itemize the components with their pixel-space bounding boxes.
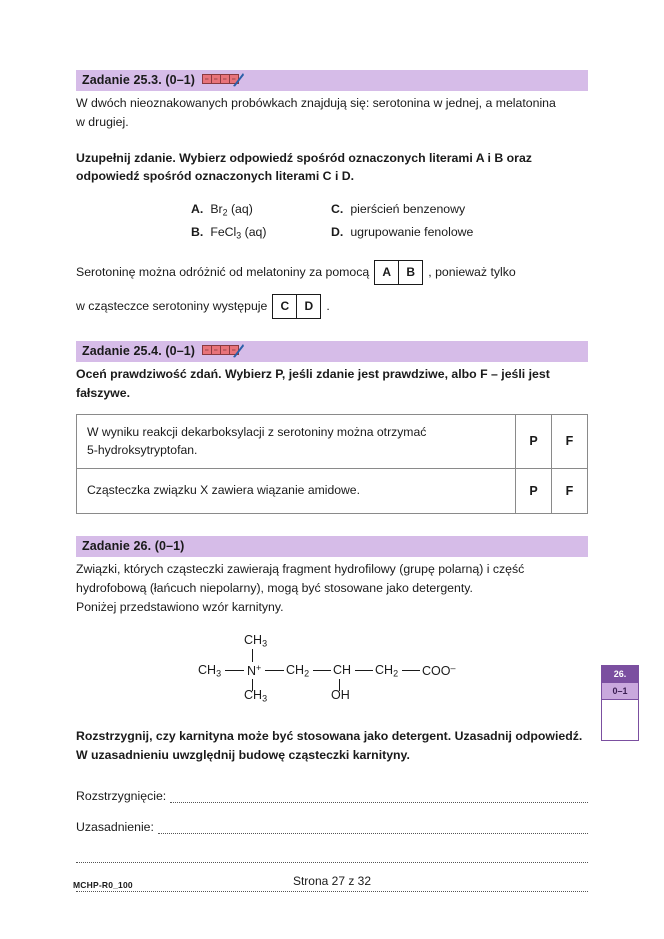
option-b-letter: B. bbox=[191, 224, 204, 239]
true-false-table bbox=[76, 414, 588, 514]
justification-answer-line-2[interactable] bbox=[76, 851, 588, 863]
task-26-instruction bbox=[76, 727, 588, 764]
choice-option-c[interactable]: C bbox=[273, 295, 297, 318]
page-content bbox=[76, 70, 588, 892]
task-25-4-instruction-line1: Oceń prawdziwość zdań. Wybierz P, jeśli zdanie jest prawdziwe, albo F – jeśli jest bbox=[76, 367, 550, 382]
score-box-26 bbox=[601, 665, 639, 741]
structure-ch2-a: $CH_2$ bbox=[286, 663, 310, 679]
task-header-25-4-label: Zadanie 25.4. (0–1) bbox=[82, 344, 196, 359]
fill-sentence-line2 bbox=[76, 294, 588, 319]
choice-option-b[interactable]: B bbox=[406, 265, 416, 280]
table-row bbox=[77, 414, 588, 468]
task-header-25-3-label: Zadanie 25.3. (0–1) bbox=[82, 73, 196, 87]
structure-nitrogen: N+ bbox=[247, 663, 262, 679]
choice-box-cd[interactable] bbox=[272, 294, 321, 319]
answer-row-blank-1 bbox=[76, 851, 588, 863]
bond-n-ch2a bbox=[265, 670, 284, 671]
structure-ch: CH bbox=[333, 663, 352, 678]
carnitine-structure bbox=[198, 633, 466, 704]
task-25-4-instruction bbox=[76, 365, 588, 402]
statement-cell-1 bbox=[77, 414, 516, 468]
justification-answer-line-1[interactable] bbox=[158, 822, 588, 834]
option-a-letter: A. bbox=[191, 202, 204, 217]
option-b-text: FeCl$_3$ (aq) bbox=[210, 224, 267, 241]
task-26-intro-line2: hydrofobową (łańcuch niepolarny), mogą być stosowane jako detergenty. bbox=[76, 580, 473, 595]
task-25-3-instruction-line2: odpowiedź spośród oznaczonych literami C i D. bbox=[76, 169, 355, 184]
fill-sentence-line1 bbox=[76, 260, 588, 285]
task-header-26-label: Zadanie 26. (0–1) bbox=[82, 538, 185, 553]
choice-option-d[interactable]: D bbox=[304, 299, 314, 314]
bond-ch2a-ch bbox=[313, 670, 331, 671]
option-d-text: ugrupowanie fenolowe bbox=[350, 224, 474, 239]
answer-options-grid bbox=[191, 202, 588, 240]
footer-document-code: MCHP-R0_100 bbox=[73, 880, 133, 890]
option-b[interactable] bbox=[191, 225, 331, 240]
task-25-3-intro-line1: W dwóch nieoznakowanych probówkach znajdują się: serotonina w jednej, a melatonina bbox=[76, 96, 556, 111]
statement-2-line1: Cząsteczka związku X zawiera wiązanie amidowe. bbox=[87, 483, 360, 498]
table-row bbox=[77, 469, 588, 514]
option-c-text: pierścień benzenowy bbox=[350, 202, 466, 217]
structure-ch2-b: $CH_2$ bbox=[375, 663, 399, 679]
structure-ch3-bottom: $CH_3$ bbox=[244, 688, 268, 704]
task-header-25-4 bbox=[76, 341, 588, 362]
task-25-3-intro-line2: w drugiej. bbox=[76, 115, 129, 130]
task-25-3-instruction bbox=[76, 149, 588, 186]
statement-1-line1: W wyniku reakcji dekarboksylacji z serotoniny można otrzymać bbox=[87, 424, 427, 439]
fill-sentence-part2: , ponieważ tylko bbox=[428, 265, 516, 280]
score-box-points-range: 0–1 bbox=[602, 683, 638, 700]
task-25-3-instruction-line1: Uzupełnij zdanie. Wybierz odpowiedź spośród oznaczonych literami A i B oraz bbox=[76, 150, 532, 165]
structure-ch3-top: $CH_3$ bbox=[244, 633, 268, 649]
answer-row-justification bbox=[76, 820, 588, 834]
fill-sentence-part4: . bbox=[326, 299, 330, 314]
task-25-3-intro bbox=[76, 94, 588, 131]
task-26-intro-line3: Poniżej przedstawiono wzór karnityny. bbox=[76, 599, 284, 614]
task-header-26 bbox=[76, 536, 588, 557]
decision-label: Rozstrzygnięcie: bbox=[76, 788, 167, 803]
fill-sentence-part3: w cząsteczce serotoniny występuje bbox=[76, 299, 268, 314]
option-c-letter: C. bbox=[331, 202, 344, 217]
carnitine-structure-diagram bbox=[76, 633, 588, 704]
option-a-text: $Br_2$ (aq) bbox=[210, 202, 253, 218]
footer-page-number: Strona 27 z 32 bbox=[292, 874, 372, 888]
true-cell-2[interactable]: P bbox=[516, 469, 552, 514]
score-box-task-number: 26. bbox=[602, 666, 638, 683]
bond-ch3-n bbox=[225, 670, 244, 671]
true-cell-1[interactable]: P bbox=[516, 414, 552, 468]
justification-label: Uzasadnienie: bbox=[76, 819, 154, 834]
fill-sentence-part1: Serotoninę można odróżnić od melatoniny za pomocą bbox=[76, 265, 370, 280]
structure-coo: COO– bbox=[422, 663, 456, 679]
task-26-instruction-line2: W uzasadnieniu uwzględnij budowę cząsteczki karnityny. bbox=[76, 748, 410, 762]
answer-row-decision bbox=[76, 789, 588, 803]
task-26-intro bbox=[76, 560, 588, 616]
task-header-25-3 bbox=[76, 70, 588, 91]
task-26-instruction-line1: Rozstrzygnij, czy karnityna może być stosowana jako detergent. Uzasadnij odpowiedź. bbox=[76, 729, 583, 744]
bond-ch-ch2b bbox=[355, 670, 373, 671]
statement-cell-2 bbox=[77, 469, 516, 514]
structure-oh: OH bbox=[331, 688, 350, 703]
structure-ch3-left: $CH_3$ bbox=[198, 663, 222, 679]
choice-box-ab[interactable] bbox=[374, 260, 423, 285]
false-cell-1[interactable]: F bbox=[552, 414, 588, 468]
choice-option-a[interactable]: A bbox=[375, 261, 399, 284]
score-box-entry-field[interactable] bbox=[602, 700, 638, 740]
pen-checkboxes-icon-2 bbox=[202, 344, 244, 358]
option-a[interactable] bbox=[191, 202, 331, 217]
false-cell-2[interactable]: F bbox=[552, 469, 588, 514]
bond-ch2b-coo bbox=[402, 670, 420, 671]
task-25-4-instruction-line2: fałszywe. bbox=[76, 386, 130, 401]
task-26-intro-line1: Związki, których cząsteczki zawierają fragment hydrofilowy (grupę polarną) i część bbox=[76, 562, 525, 577]
option-d[interactable] bbox=[331, 225, 588, 240]
decision-answer-line[interactable] bbox=[170, 791, 588, 803]
option-c[interactable] bbox=[331, 202, 588, 217]
pen-checkboxes-icon bbox=[202, 73, 244, 87]
bond-n-ch3-top bbox=[252, 649, 253, 662]
option-d-letter: D. bbox=[331, 224, 344, 239]
statement-1-line2: 5-hydroksytryptofan. bbox=[87, 442, 198, 457]
